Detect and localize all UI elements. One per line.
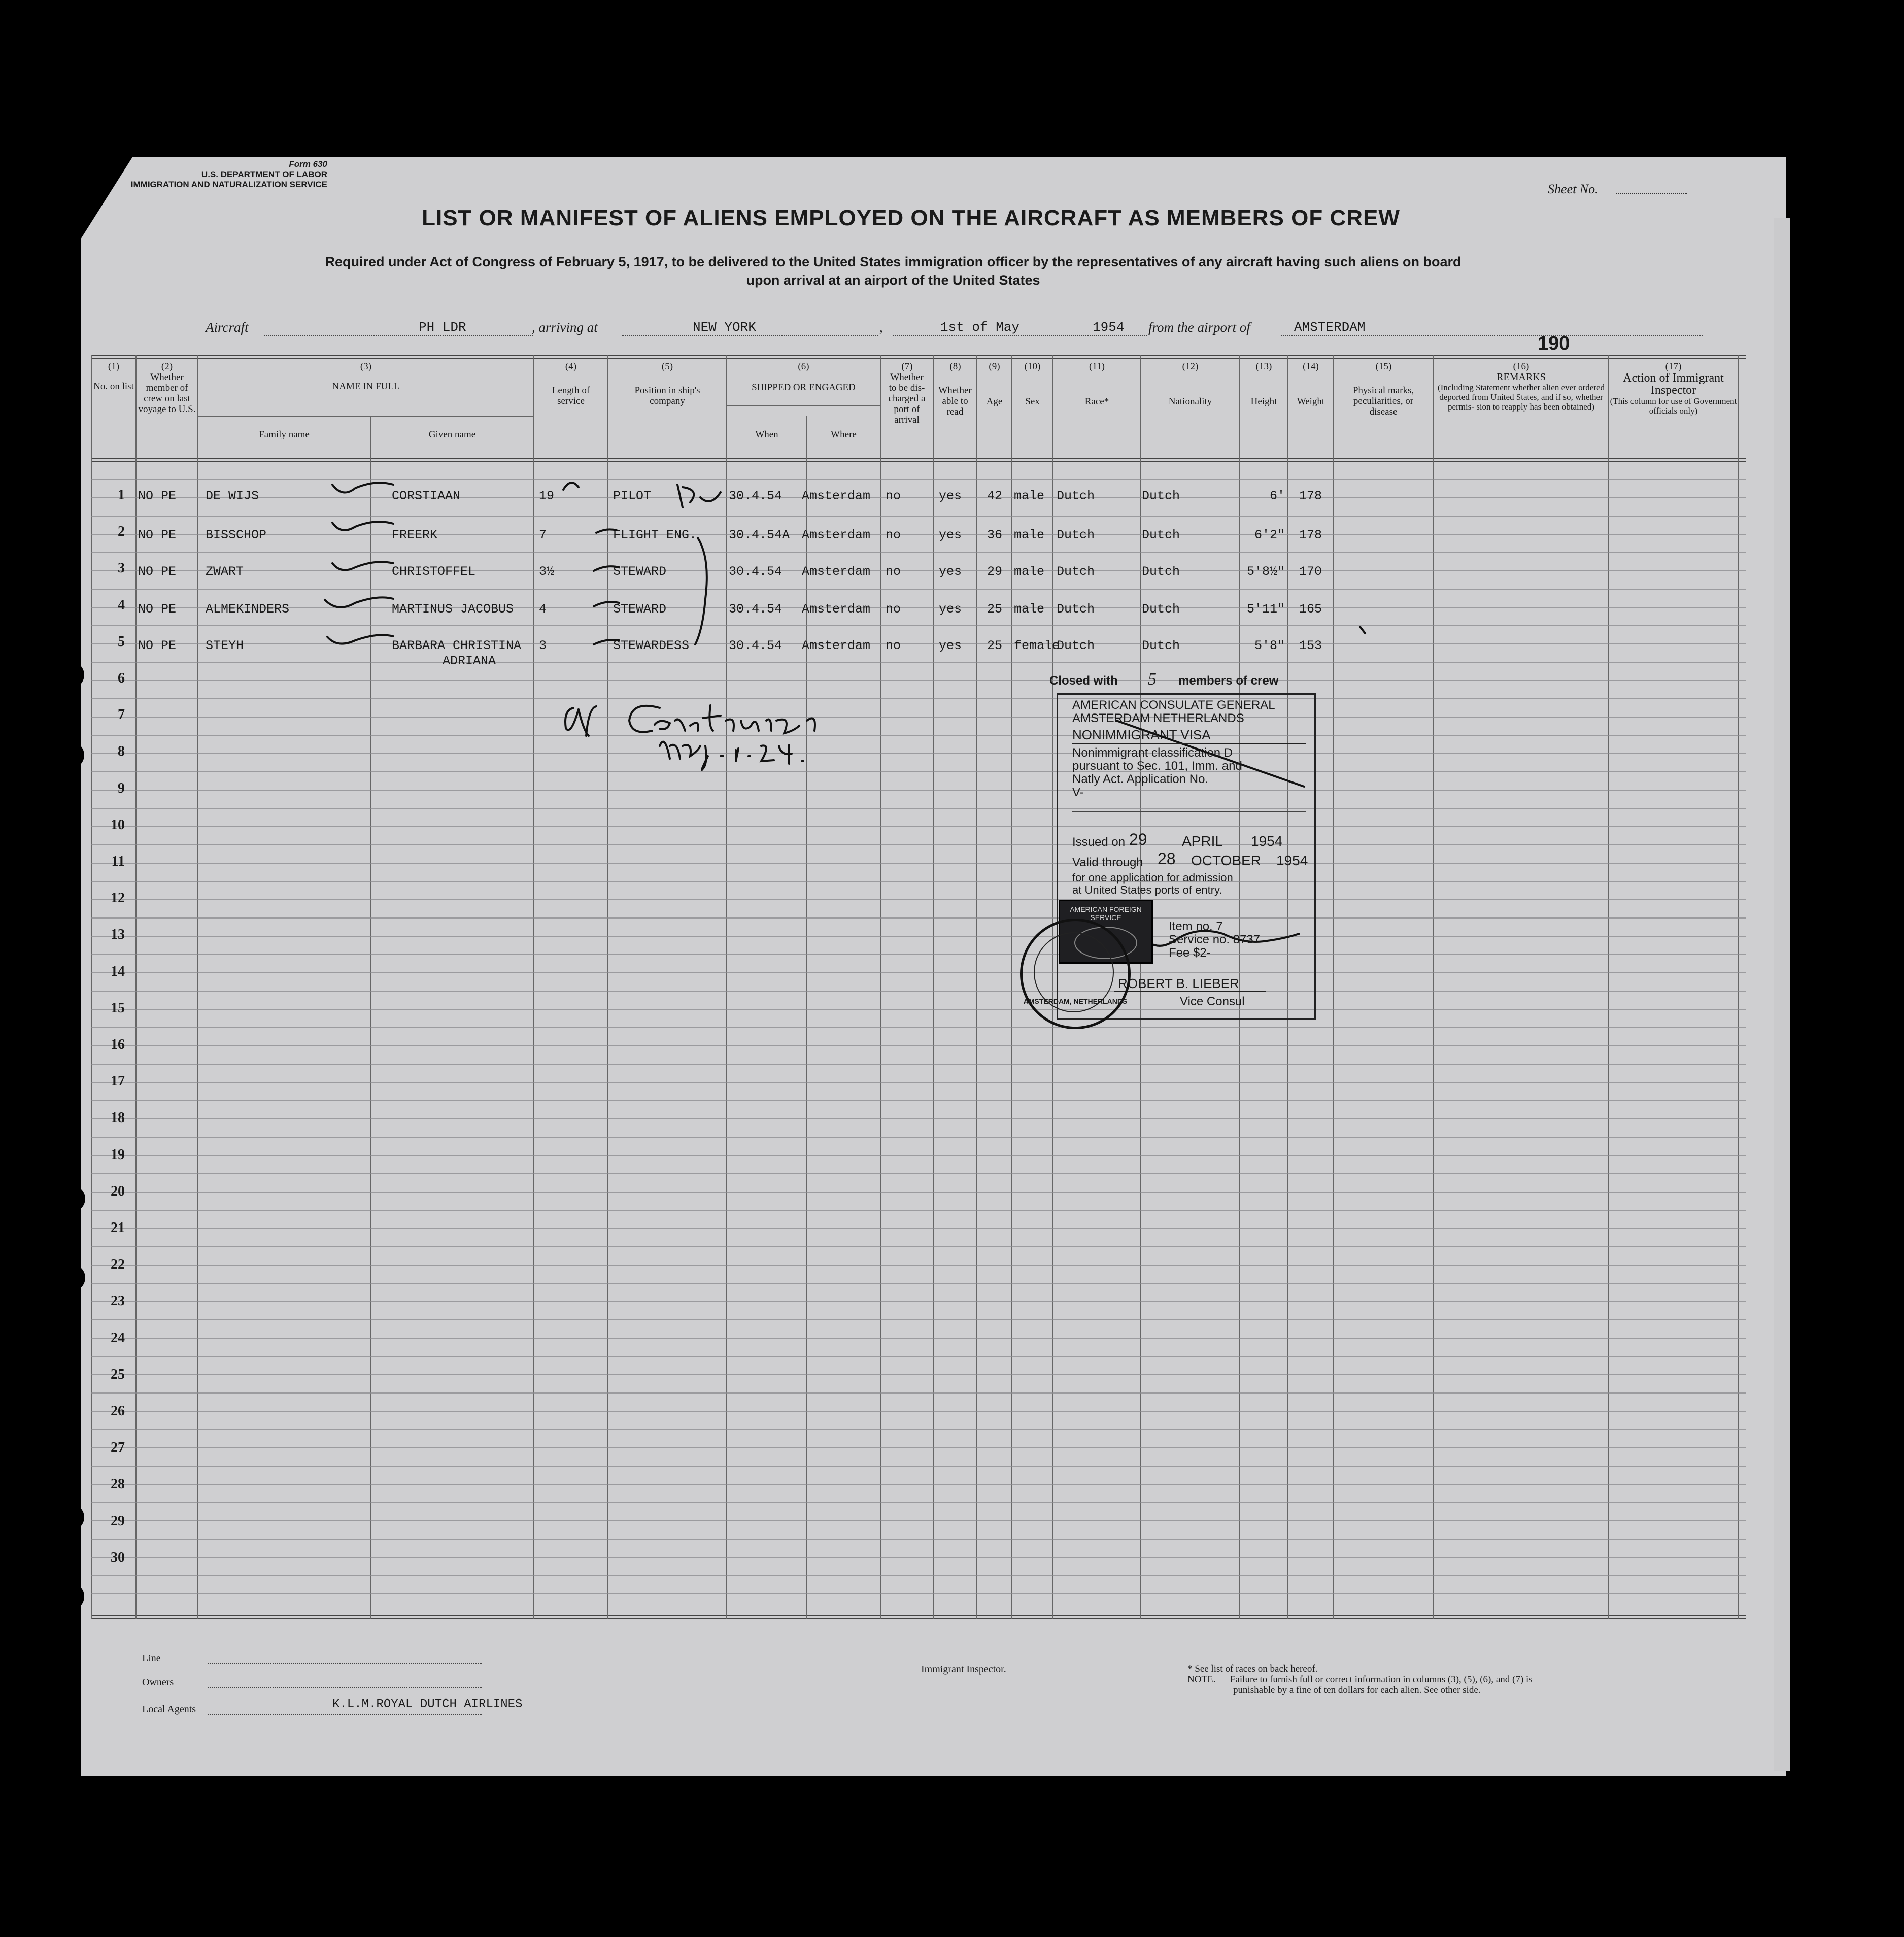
stamp-signature-line: [1114, 991, 1266, 992]
fine-note-continued: punishable by a fine of ten dollars for each alien. See other side.: [1233, 1685, 1481, 1695]
row-number: 8: [118, 743, 125, 760]
agents-value: K.L.M.ROYAL DUTCH AIRLINES: [332, 1697, 523, 1711]
crew-shipped-where: Amsterdam: [802, 638, 871, 653]
crew-able-to-read: yes: [939, 602, 962, 617]
crew-nationality: Dutch: [1142, 638, 1180, 653]
crew-sex: male: [1014, 602, 1045, 617]
col-1-number: (1): [108, 361, 120, 372]
col-4-title: Length of service: [552, 385, 590, 406]
crew-given-name: FREERK: [392, 528, 438, 542]
crew-nationality: Dutch: [1142, 564, 1180, 579]
subtitle-line-2: upon arrival at an airport of the United States: [746, 273, 1040, 288]
col-6-number: (6): [798, 361, 809, 372]
col-10-number: (10): [1024, 361, 1041, 372]
crew-age: 25: [987, 638, 1003, 653]
col-14-title: Weight: [1297, 396, 1325, 407]
comma: ,: [879, 320, 883, 335]
crew-position: STEWARDESS: [613, 638, 690, 653]
col-8-number: (8): [949, 361, 961, 372]
crew-length-of-service: 7: [539, 528, 547, 542]
year-value: 1954: [1093, 320, 1125, 335]
owners-label: Owners: [142, 1677, 174, 1688]
crew-last-voyage: NO PE: [138, 638, 177, 653]
races-note: * See list of races on back hereof.: [1187, 1663, 1318, 1674]
crew-position: STEWARD: [613, 564, 667, 579]
crew-length-of-service: 3½: [539, 564, 555, 579]
crew-sex: male: [1014, 528, 1045, 542]
crew-age: 29: [987, 564, 1003, 579]
crew-length-of-service: 3: [539, 638, 547, 653]
fine-note: NOTE. — Failure to furnish full or correct information in columns (3), (5), (6), and (7) is: [1187, 1674, 1533, 1685]
crew-weight: 170: [1299, 564, 1322, 579]
line-field: [208, 1663, 482, 1664]
crew-able-to-read: yes: [939, 489, 962, 503]
line-label: Line: [142, 1653, 161, 1664]
crew-sex: male: [1014, 489, 1045, 503]
stamp-issued-year: 1954: [1251, 833, 1283, 849]
stamp-officer-name: ROBERT B. LIEBER: [1118, 976, 1239, 991]
crew-weight: 178: [1299, 528, 1322, 542]
col-9-number: (9): [989, 361, 1000, 372]
crew-family-name: ALMEKINDERS: [206, 602, 290, 617]
stamp-visa-type: NONIMMIGRANT VISA: [1072, 727, 1211, 742]
arriving-label: , arriving at: [532, 320, 598, 335]
crew-shipped-when: 30.4.54: [729, 638, 783, 653]
row-number: 19: [111, 1146, 125, 1163]
col-17-subtitle: (This column for use of Government officials only): [1610, 396, 1737, 416]
crew-weight: 178: [1299, 489, 1322, 503]
stamp-classification: Nonimmigrant classification D: [1072, 746, 1233, 760]
crew-age: 25: [987, 602, 1003, 617]
crew-discharged: no: [886, 638, 901, 653]
crew-family-name: BISSCHOP: [206, 528, 267, 542]
crew-nationality: Dutch: [1142, 528, 1180, 542]
crew-shipped-when: 30.4.54A: [729, 528, 790, 542]
closed-prefix: Closed with: [1049, 674, 1118, 688]
crew-race: Dutch: [1057, 638, 1095, 653]
stamp-valid-day: 28: [1158, 849, 1176, 868]
col-9-title: Age: [986, 396, 1003, 407]
col-5-title: Position in ship's company: [634, 385, 700, 406]
crew-weight: 165: [1299, 602, 1322, 617]
stamp-issued-day: 29: [1129, 830, 1147, 848]
col-13-number: (13): [1255, 361, 1272, 372]
owners-field: [208, 1687, 482, 1688]
crew-shipped-where: Amsterdam: [802, 528, 871, 542]
row-number: 23: [111, 1293, 125, 1309]
col-6a-header: When: [755, 429, 778, 440]
crew-race: Dutch: [1057, 564, 1095, 579]
consular-seal: [1020, 919, 1131, 1029]
stamp-blank-line: [1072, 811, 1306, 812]
stamp-consulate: AMERICAN CONSULATE GENERAL: [1072, 698, 1275, 712]
from-label: from the airport of: [1148, 320, 1250, 335]
stamp-issued-month: APRIL: [1182, 833, 1223, 849]
crew-discharged: no: [886, 528, 901, 542]
row-number: 11: [111, 854, 125, 869]
row-number: 29: [111, 1513, 125, 1529]
department-name: U.S. DEPARTMENT OF LABOR: [201, 169, 327, 179]
stamp-city: AMSTERDAM NETHERLANDS: [1072, 711, 1244, 725]
row-number: 9: [118, 780, 125, 796]
crew-height: 6'2": [1254, 528, 1285, 542]
crew-able-to-read: yes: [939, 638, 962, 653]
crew-height: 5'8": [1254, 638, 1285, 653]
footer-notes: [1187, 1663, 1533, 1695]
col-16-subtitle: (Including Statement whether alien ever ordered deported from United States, and if so, whether permis- sion to reapply has been obtained): [1437, 383, 1605, 412]
row-number: 3: [118, 560, 125, 576]
col-10-title: Sex: [1025, 396, 1040, 407]
crew-sex: female: [1014, 638, 1060, 653]
closed-suffix: members of crew: [1178, 674, 1279, 688]
row-number: 26: [111, 1403, 125, 1419]
col-17-number: (17): [1665, 361, 1682, 372]
stamp-item-number: Item no. 7: [1169, 920, 1223, 933]
crew-race: Dutch: [1057, 602, 1095, 617]
closed-count: 5: [1148, 670, 1157, 689]
col-13-title: Height: [1250, 396, 1277, 407]
crew-family-name: STEYH: [206, 638, 244, 653]
row-number: 21: [111, 1220, 125, 1236]
crew-discharged: no: [886, 564, 901, 579]
crew-discharged: no: [886, 602, 901, 617]
crew-age: 42: [987, 489, 1003, 503]
col-12-title: Nationality: [1168, 396, 1212, 407]
row-number: 14: [111, 963, 125, 979]
stamp-admission: for one application for admission: [1072, 871, 1233, 884]
stamp-pursuant: pursuant to Sec. 101, Imm. and: [1072, 759, 1242, 773]
row-number: 6: [118, 670, 125, 686]
crew-weight: 153: [1299, 638, 1322, 653]
col-15-title: Physical marks, peculiarities, or disease: [1352, 385, 1414, 417]
inspector-label: Immigrant Inspector.: [921, 1663, 1006, 1675]
crew-shipped-when: 30.4.54: [729, 489, 783, 503]
col-3-title: NAME IN FULL: [332, 381, 400, 392]
crew-family-name: ZWART: [206, 564, 244, 579]
row-number: 4: [118, 597, 125, 613]
form-number: Form 630: [289, 159, 327, 169]
row-number: 2: [118, 524, 125, 540]
agents-label: Local Agents: [142, 1704, 196, 1715]
crew-last-voyage: NO PE: [138, 528, 177, 542]
from-value: AMSTERDAM: [1294, 320, 1366, 335]
stamp-divider: [1072, 743, 1306, 744]
crew-shipped-where: Amsterdam: [802, 489, 871, 503]
row-number: 12: [111, 890, 125, 906]
col-8-title: Whether able to read: [938, 385, 972, 417]
stamp-application: Natly Act. Application No.: [1072, 772, 1209, 786]
row-number: 24: [111, 1330, 125, 1346]
page-number: 190: [1538, 333, 1570, 354]
col-11-title: Race*: [1084, 396, 1109, 407]
crew-race: Dutch: [1057, 489, 1095, 503]
stamp-valid-label: Valid through: [1072, 856, 1143, 869]
crew-last-voyage: NO PE: [138, 489, 177, 503]
row-number: 22: [111, 1256, 125, 1273]
stamp-valid-year: 1954: [1276, 853, 1308, 868]
col-7-number: (7): [901, 361, 913, 372]
col-2-title: Whether member of crew on last voyage to U.S.: [138, 372, 196, 415]
stamp-ports: at United States ports of entry.: [1072, 883, 1222, 896]
row-number: 30: [111, 1549, 125, 1566]
crew-position: STEWARD: [613, 602, 667, 617]
crew-nationality: Dutch: [1142, 602, 1180, 617]
row-number: 7: [118, 707, 125, 723]
stamp-v-number: V-: [1072, 786, 1084, 799]
col-1-title: No. on list: [93, 381, 134, 392]
col-3-number: (3): [360, 361, 372, 372]
crew-height: 6': [1269, 489, 1285, 503]
crew-family-name: DE WIJS: [206, 489, 259, 503]
col-4-number: (4): [565, 361, 577, 372]
row-number: 5: [118, 633, 125, 650]
service-name: IMMIGRATION AND NATURALIZATION SERVICE: [130, 180, 327, 189]
stamp-valid-month: OCTOBER: [1191, 853, 1261, 868]
col-14-number: (14): [1303, 361, 1319, 372]
crew-last-voyage: NO PE: [138, 602, 177, 617]
crew-height: 5'8½": [1246, 564, 1285, 579]
subtitle-line-1: Required under Act of Congress of February 5, 1917, to be delivered to the United States immigration officer by the representatives of any aircraft having such aliens on board: [325, 254, 1461, 269]
col-12-number: (12): [1182, 361, 1199, 372]
row-number: 10: [111, 817, 125, 833]
agents-field: [208, 1714, 482, 1715]
col-3a-header: Family name: [259, 429, 310, 440]
col-7-title: Whether to be dis- charged a port of arrival: [888, 372, 926, 425]
row-number: 28: [111, 1476, 125, 1492]
crew-last-voyage: NO PE: [138, 564, 177, 579]
crew-given-name: CHRISTOFFEL: [392, 564, 476, 579]
crew-height: 5'11": [1246, 602, 1285, 617]
crew-able-to-read: yes: [939, 564, 962, 579]
crew-length-of-service: 4: [539, 602, 547, 617]
row-number: 18: [111, 1110, 125, 1126]
crew-able-to-read: yes: [939, 528, 962, 542]
crew-position: FLIGHT ENG.: [613, 528, 697, 542]
crew-length-of-service: 19: [539, 489, 555, 503]
sheet-number-label: Sheet No.: [1548, 182, 1599, 196]
crew-given-name-continued: ADRIANA: [443, 654, 496, 668]
crew-position: PILOT: [613, 489, 652, 503]
col-17-title: Action of Immigrant Inspector: [1623, 371, 1724, 397]
crew-shipped-where: Amsterdam: [802, 602, 871, 617]
aircraft-label: Aircraft: [206, 320, 249, 335]
stamp-issued-label: Issued on: [1072, 835, 1126, 849]
col-15-number: (15): [1375, 361, 1392, 372]
row-number: 27: [111, 1440, 125, 1456]
col-11-number: (11): [1089, 361, 1105, 372]
arriving-value: NEW YORK: [693, 320, 756, 335]
aircraft-value: PH LDR: [419, 320, 466, 335]
crew-nationality: Dutch: [1142, 489, 1180, 503]
crew-age: 36: [987, 528, 1003, 542]
crew-shipped-when: 30.4.54: [729, 602, 783, 617]
row-number: 20: [111, 1183, 125, 1199]
crew-given-name: BARBARA CHRISTINA: [392, 638, 522, 653]
row-number: 16: [111, 1037, 125, 1052]
col-6b-header: Where: [831, 429, 857, 440]
crew-race: Dutch: [1057, 528, 1095, 542]
row-number: 15: [111, 1000, 125, 1016]
row-number: 13: [111, 927, 125, 943]
row-number: 17: [111, 1073, 125, 1090]
crew-given-name: MARTINUS JACOBUS: [392, 602, 514, 617]
row-number: 25: [111, 1366, 125, 1382]
crew-shipped-when: 30.4.54: [729, 564, 783, 579]
document-title: LIST OR MANIFEST OF ALIENS EMPLOYED ON THE AIRCRAFT AS MEMBERS OF CREW: [422, 206, 1400, 230]
col-16-title: REMARKS: [1497, 371, 1546, 383]
stamp-officer-title: Vice Consul: [1180, 995, 1245, 1008]
crew-given-name: CORSTIAAN: [392, 489, 461, 503]
date-value: 1st of May: [940, 320, 1020, 335]
row-number: 1: [118, 487, 125, 503]
col-3b-header: Given name: [428, 429, 476, 440]
seal-text: AMSTERDAM, NETHERLANDS: [1023, 997, 1128, 1005]
stamp-service-number: Service no. 8737: [1169, 933, 1261, 946]
stamp-fee: Fee $2-: [1169, 946, 1211, 960]
crew-sex: male: [1014, 564, 1045, 579]
fee-stamp-text: AMERICAN FOREIGN SERVICE: [1070, 905, 1142, 922]
col-16-number: (16): [1513, 361, 1529, 372]
col-6-title: SHIPPED OR ENGAGED: [752, 382, 856, 393]
crew-shipped-where: Amsterdam: [802, 564, 871, 579]
crew-discharged: no: [886, 489, 901, 503]
col-2-number: (2): [161, 361, 173, 372]
col-5-number: (5): [661, 361, 673, 372]
